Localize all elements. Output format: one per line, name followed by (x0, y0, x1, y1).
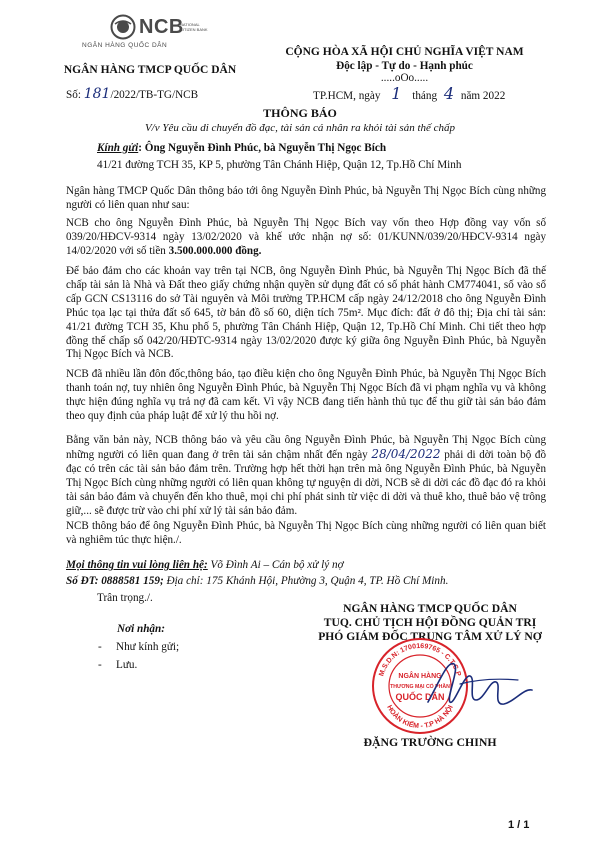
document-number (66, 87, 266, 102)
recipient-address: 41/21 đường TCH 35, KP 5, phường Tân Chánh Hiệp, Quận 12, Tp.Hồ Chí Minh (97, 159, 462, 171)
demand-paragraph (66, 434, 546, 518)
recipient-item: - Lưu. (98, 659, 138, 671)
signature-authority: TUQ. CHỦ TỊCH HỘI ĐỒNG QUẢN TRỊ (323, 616, 537, 629)
loan-text: NCB cho ông Nguyễn Đình Phúc, bà Nguyễn Thị Ngọc Bích vay vốn theo Hợp đồng vay vốn số 039/20/HĐCV-9314 ngày 13/02/2020 và khế ước nhận nợ số: 01/KUNN/039/20/HĐCV-9314 ngày 14/02/2020 với số tiền (66, 217, 546, 257)
logo-tagline: NGÂN HÀNG QUỐC DÂN (82, 42, 168, 49)
intro-paragraph: Ngân hàng TMCP Quốc Dân thông báo tới ông Nguyễn Đình Phúc, bà Nguyễn Thị Ngọc Bích cùng những người có liên quan như sau: (66, 185, 546, 211)
doc-no-suffix: /2022/TB-TG/NCB (110, 89, 199, 101)
default-paragraph: NCB đã nhiều lần đôn đốc,thông báo, tạo điều kiện cho ông Nguyễn Đình Phúc, bà Nguyễn Thị Ngọc Bích thanh toán nợ, tuy nhiên ông Nguyễn Đình Phúc, bà Nguyễn Thị Ngọc Bích đã vi phạm nghĩa vụ và không thực hiện đúng nghĩa vụ trả nợ đã cam kết. Vì vậy NCB đang tiến hành thủ tục để thu giữ tài sản bảo đảm theo quy định của pháp luật để xử lý thu hồi nợ. (66, 368, 546, 422)
stamp-center-3: QUỐC DÂN (395, 692, 445, 702)
contact-line (66, 558, 546, 572)
national-motto: Độc lập - Tự do - Hạnh phúc (336, 60, 473, 72)
recipient-item: - Như kính gửi; (98, 641, 180, 653)
recipient-line (97, 141, 557, 155)
demand-text-a: Bằng văn bản này, NCB thông báo và yêu cầu ông Nguyễn Đình Phúc, bà Nguyễn Thị Ngọc Bích cùng những người có liên quan đang ở trên tài sản chậm nhất đến ngày (66, 434, 546, 461)
notice-subject: V/v Yêu cầu di chuyển đồ đạc, tài sản cá nhân ra khỏi tài sản thế chấp (144, 122, 456, 134)
logo-brand: NCB (139, 16, 184, 38)
signer-name: ĐẶNG TRƯỜNG CHINH (363, 735, 497, 749)
stamp-center-2: THƯƠNG MẠI CỔ PHẦN (390, 684, 450, 690)
date-year: năm 2022 (460, 90, 506, 102)
contact-person: Võ Đình Ai – Cán bộ xử lý nợ (207, 559, 344, 571)
logo-brand-sub: NATIONAL CITIZEN BANK (180, 22, 208, 32)
deadline-date: 28/04/2022 (371, 446, 441, 461)
contact-label: Mọi thông tin vui lòng liên hệ: (66, 559, 208, 571)
closing-paragraph: NCB thông báo để ông Nguyễn Đình Phúc, bà Nguyễn Thị Ngọc Bích cùng những người có liên quan biết và nghiêm túc thực hiện./. (66, 520, 546, 546)
national-title: CỘNG HÒA XÃ HỘI CHỦ NGHĨA VIỆT NAM (285, 46, 524, 58)
notice-title: THÔNG BÁO (263, 106, 337, 120)
date-month: 4 (443, 84, 455, 103)
signature-title: PHÓ GIÁM ĐỐC TRUNG TÂM XỬ LÝ NỢ (318, 630, 542, 643)
recipient-name: : Ông Nguyễn Đình Phúc, bà Nguyễn Thị Ngọc Bích (138, 142, 387, 154)
doc-no-prefix: Số: (66, 89, 81, 101)
date-day: 1 (391, 84, 402, 103)
recipients-title: Nơi nhận: (117, 623, 165, 635)
ncb-logo (82, 12, 208, 49)
loan-paragraph (66, 217, 546, 259)
motto-divider: .....oOo..... (380, 72, 429, 84)
page-number: 1 / 1 (508, 819, 530, 831)
stamp-ring-bottom: HOÀN KIẾM - T.P HÀ NỘI (385, 704, 455, 731)
contact-phone-line (66, 574, 546, 588)
contact-address: Địa chỉ: 175 Khánh Hội, Phường 3, Quận 4, TP. Hồ Chí Minh. (163, 575, 449, 587)
document-date (313, 84, 553, 103)
date-month-label: tháng (412, 90, 438, 102)
demand-text-b: phải di dời toàn bộ đồ đạc có trên các tài sản bảo đảm trên. Trường hợp hết thời hạn trên mà ông Nguyễn Đình Phúc, bà Nguyễn Thị Ngọc Bích cùng những người có liên quan không tự nguyện di dời, NCB sẽ di dời các đồ đạc đó ra khỏi tài sản bảo đảm và chuyển đến kho thuê, mọi chi phí phát sinh từ việc di dời và thuê kho, thuê bảo vệ trông giữ,... sẽ được trừ vào chi phí xử lý tài sản bảo đảm. (66, 448, 546, 517)
contact-phone: Số ĐT: 0888581 159; (66, 575, 164, 587)
stamp-center-1: NGÂN HÀNG (398, 673, 442, 680)
signature-org: NGÂN HÀNG TMCP QUỐC DÂN (343, 602, 517, 615)
handwritten-signature (420, 650, 540, 720)
collateral-paragraph: Để bảo đảm cho các khoản vay trên tại NCB, ông Nguyễn Đình Phúc, bà Nguyễn Thị Ngọc Bích đã thế chấp tài sản là Nhà và Đất theo giấy chứng nhận quyền sử dụng đất có số phát hành CM774041, số vào sổ cấp GCN CS13116 do sở Tài nguyên và Môi trường TP.HCM cấp ngày 24/12/2018 cho ông Nguyễn Đình Phúc tọa lạc tại thửa đất số 645, tờ bản đồ số 60, diện tích 75m². Mục đích: đất ở đô thị; Địa chỉ tài sản: 41/21 đường TCH 35, Khu phố 5, phường Tân Chánh Hiệp, Quận 12, Tp.Hồ Chí Minh. Chi tiết theo hợp đồng thế chấp số 042/20/HĐTC-9314 ngày 13/02/2020 được ký giữa ông Nguyễn Đình Phúc, bà Nguyễn Thị Ngọc Bích và NCB. (66, 265, 546, 361)
recipients-list (98, 640, 258, 676)
recipient-label: Kính gửi (97, 142, 139, 154)
bank-name: NGÂN HÀNG TMCP QUỐC DÂN (63, 64, 237, 76)
stamp-ring-top: M.S.D.N: 1700169765 - C.T.C.P (378, 642, 462, 678)
date-prefix: TP.HCM, ngày (313, 90, 381, 102)
closing-regards: Trân trọng./. (97, 592, 153, 604)
doc-no-handwritten: 181 (83, 86, 111, 102)
ncb-emblem-icon (110, 14, 136, 40)
loan-amount: 3.500.000.000 đồng. (168, 244, 262, 257)
